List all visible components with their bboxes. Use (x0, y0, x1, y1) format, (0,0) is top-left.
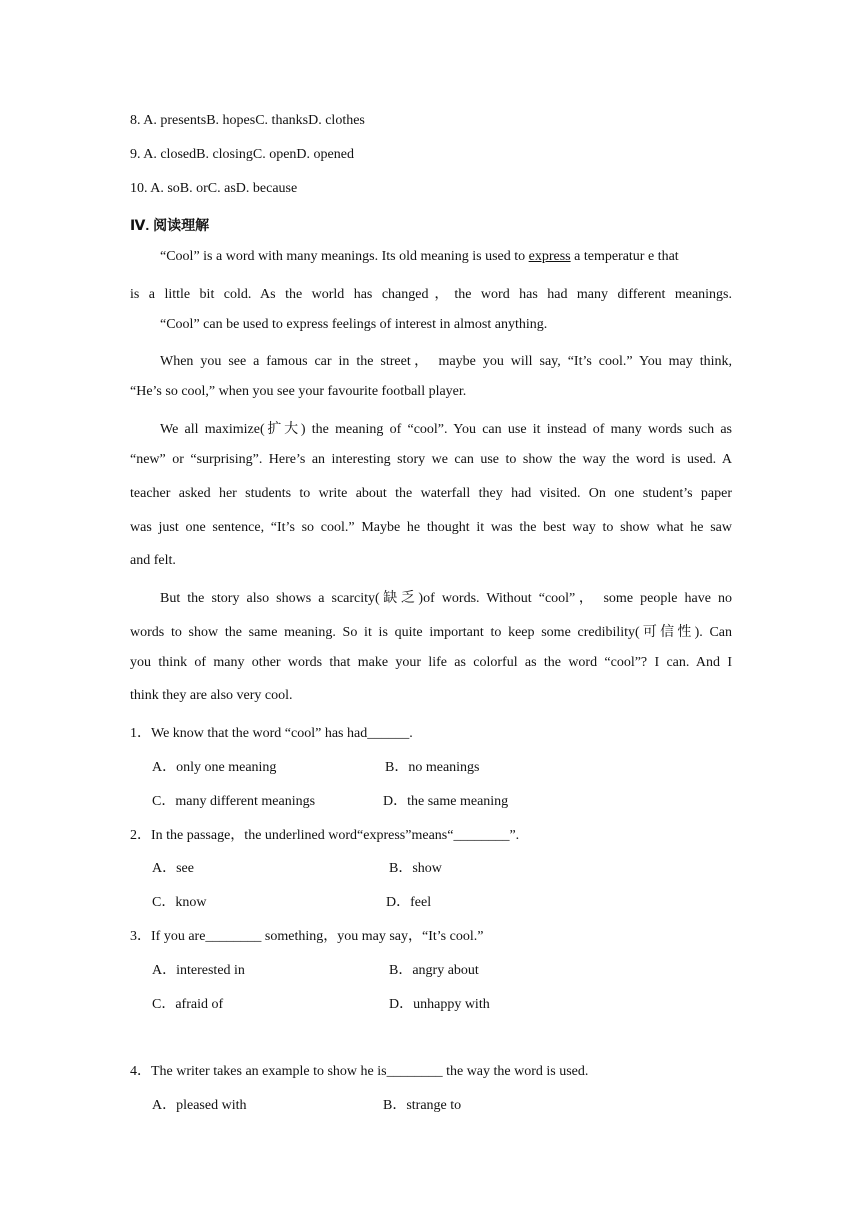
passage-line-11: But the story also shows a scarcity(缺乏)of words. Without “cool”， some people have no (160, 591, 732, 606)
cloze-option-line-8: 8. A. presentsB. hopesC. thanksD. clothes (130, 113, 365, 128)
question-2-option-c: C．know (152, 895, 207, 910)
passage-line-6: We all maximize(扩大) the meaning of “cool”. You can use it instead of many words such as (160, 422, 732, 437)
question-3-option-a: A．interested in (152, 963, 245, 978)
question-2-stem: 2．In the passage，the underlined word“express”means“________”. (130, 828, 520, 843)
question-3-option-d: D．unhappy with (389, 997, 490, 1012)
passage-line-10: and felt. (130, 553, 176, 568)
cloze-option-line-10: 10. A. soB. orC. asD. because (130, 181, 298, 196)
passage-line-13: you think of many other words that make your life as colorful as the word “cool”? I can. And I (130, 655, 732, 670)
passage-text: a temperatur e that (570, 249, 679, 264)
question-4-option-a: A．pleased with (152, 1098, 247, 1113)
passage-line-2: is a little bit cold. As the world has changed，the word has had many different meanings. (130, 287, 732, 302)
underlined-word-express: express (528, 249, 571, 264)
question-3-stem: 3．If you are________ something，you may say，“It’s cool.” (130, 929, 484, 944)
question-4-option-b: B．strange to (383, 1098, 462, 1113)
question-4-stem: 4．The writer takes an example to show he is________ the way the word is used. (130, 1064, 589, 1079)
passage-line-14: think they are also very cool. (130, 688, 293, 703)
question-1-option-c: C．many different meanings (152, 794, 316, 809)
question-2-option-a: A．see (152, 861, 194, 876)
cloze-option-line-9: 9. A. closedB. closingC. openD. opened (130, 147, 354, 162)
passage-line-9: was just one sentence, “It’s so cool.” Maybe he thought it was the best way to show what he saw (130, 520, 732, 535)
passage-line-3: “Cool” can be used to express feelings of interest in almost anything. (160, 317, 548, 332)
passage-line-12: words to show the same meaning. So it is quite important to keep some credibility(可信性). Can (130, 625, 732, 640)
question-2-option-b: B．show (389, 861, 442, 876)
passage-text: “Cool” is a word with many meanings. Its old meaning is used to (160, 249, 529, 264)
question-1-option-b: B．no meanings (385, 760, 480, 775)
passage-line-1 (160, 249, 732, 265)
question-1-option-d: D．the same meaning (383, 794, 509, 809)
passage-line-8: teacher asked her students to write about the waterfall they had visited. On one student’s paper (130, 486, 732, 501)
question-3-option-c: C．afraid of (152, 997, 224, 1012)
section-title: Ⅳ. 阅读理解 (130, 217, 210, 233)
passage-line-4: When you see a famous car in the street， maybe you will say, “It’s cool.” You may think, (160, 354, 732, 369)
question-3-option-b: B．angry about (389, 963, 479, 978)
passage-line-5: “He’s so cool,” when you see your favourite football player. (130, 384, 467, 399)
question-1-option-a: A．only one meaning (152, 760, 277, 775)
question-1-stem: 1．We know that the word “cool” has had______. (130, 726, 413, 741)
question-2-option-d: D．feel (386, 895, 432, 910)
passage-line-7: “new” or “surprising”. Here’s an interesting story we can use to show the way the word is used. A (130, 452, 732, 467)
